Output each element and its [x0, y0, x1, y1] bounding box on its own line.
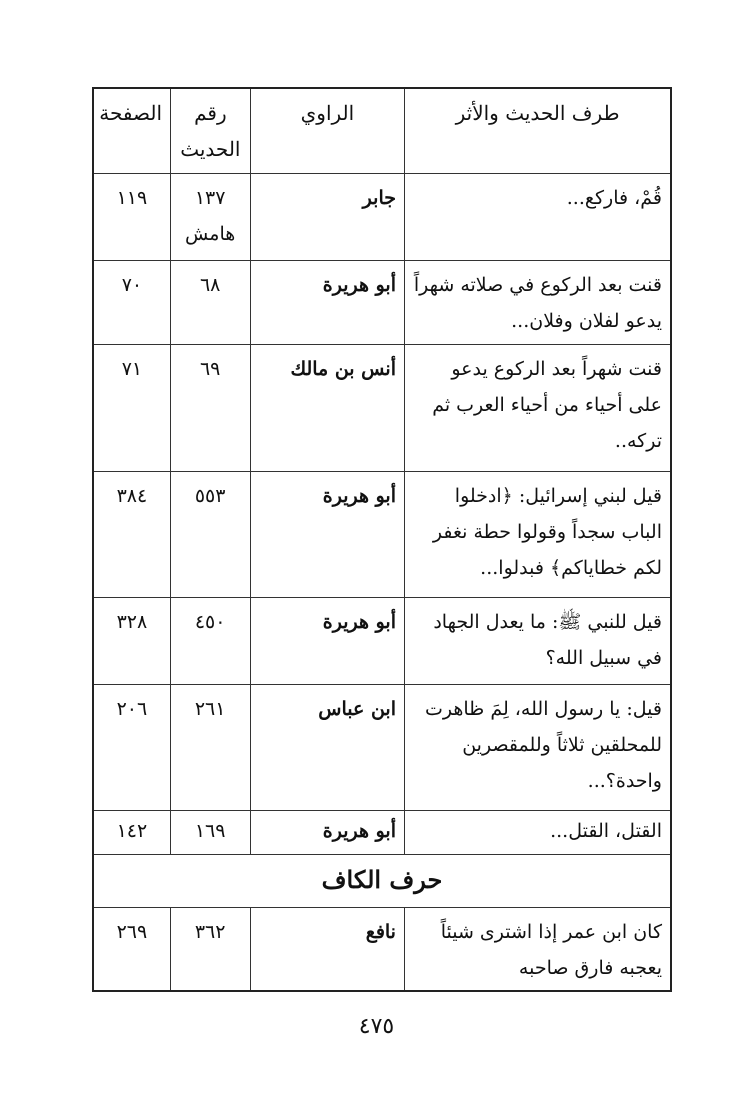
hadith-number: ٦٩ [170, 345, 250, 471]
page-ref: ١٤٢ [116, 820, 148, 842]
narrator: ابن عباس [250, 685, 404, 810]
narrator: أبو هريرة [250, 598, 404, 684]
page-ref: ٧٠ [121, 274, 143, 296]
table-row [94, 908, 670, 990]
hadith-text: قُمْ، فاركع... [404, 174, 670, 260]
page-number: ٤٧٥ [358, 1014, 395, 1039]
hadith-text: كان ابن عمر إذا اشترى شيئاً يعجبه فارق صاحبه [404, 908, 670, 990]
narrator: أبو هريرة [250, 261, 404, 344]
hadith-number: ١٣٧ هامش [170, 174, 250, 260]
hadith-number: ٢٦١ [170, 685, 250, 810]
table-row [94, 811, 670, 855]
narrator: أبو هريرة [250, 472, 404, 597]
table-row [94, 685, 670, 811]
table-header [94, 89, 670, 174]
table-row [94, 598, 670, 685]
page-ref: ٢٠٦ [116, 698, 148, 720]
hadith-text: قنت شهراً بعد الركوع يدعو على أحياء من أحياء العرب ثم تركه.. [404, 345, 670, 471]
hadith-text: قيل لبني إسرائيل: ﴿ادخلوا الباب سجداً وقولوا حطة نغفر لكم خطاياكم﴾ فبدلوا... [404, 472, 670, 597]
table-row [94, 345, 670, 472]
header-number: رقم الحديث [170, 89, 250, 173]
narrator: نافع [250, 908, 404, 990]
header-page: الصفحة [99, 101, 162, 125]
narrator: أنس بن مالك [250, 345, 404, 471]
hadith-text: قنت بعد الركوع في صلاته شهراً يدعو لفلان وفلان... [404, 261, 670, 344]
hadith-number: ٥٥٣ [170, 472, 250, 597]
table-row [94, 472, 670, 598]
hadith-number: ١٦٩ [170, 811, 250, 854]
section-heading-row [94, 855, 670, 908]
narrator: أبو هريرة [250, 811, 404, 854]
hadith-text: قيل للنبي ﷺ: ما يعدل الجهاد في سبيل الله؟ [404, 598, 670, 684]
section-title: حرف الكاف [321, 865, 443, 894]
hadith-text: القتل، القتل... [404, 811, 670, 854]
table-row [94, 174, 670, 261]
hadith-text: قيل: يا رسول الله، لِمَ ظاهرت للمحلقين ثلاثاً وللمقصرين واحدة؟... [404, 685, 670, 810]
page-ref: ١١٩ [116, 187, 148, 209]
hadith-number: ٤٥٠ [170, 598, 250, 684]
index-table [92, 87, 672, 992]
header-hadith: طرف الحديث والأثر [404, 89, 670, 173]
header-narrator: الراوي [250, 89, 404, 173]
page-ref: ٣٨٤ [116, 485, 148, 507]
page-ref: ٣٢٨ [116, 611, 148, 633]
page-ref: ٢٦٩ [116, 921, 148, 943]
table-row [94, 261, 670, 345]
narrator: جابر [250, 174, 404, 260]
page-ref: ٧١ [121, 358, 143, 380]
hadith-number: ٦٨ [170, 261, 250, 344]
hadith-number: ٣٦٢ [170, 908, 250, 990]
